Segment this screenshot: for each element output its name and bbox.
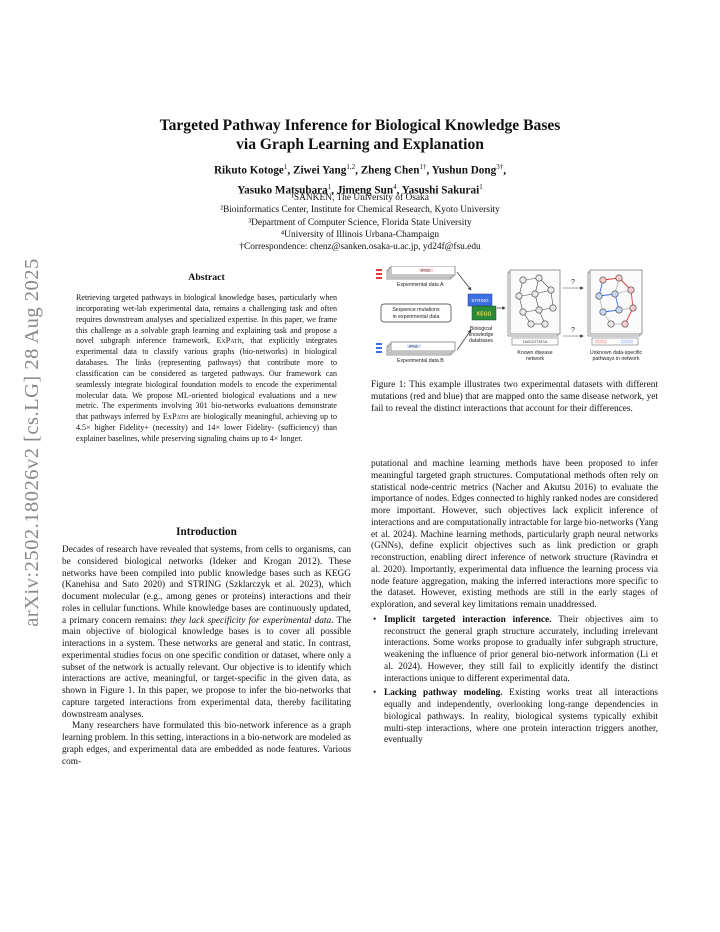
label-known-1: Known disease: [517, 350, 553, 356]
intro-text: Decades of research have revealed that systems, from cells to organisms, can be considered biological networks (Ideker and Krogan 2012). These networks have been compiled into public knowledge bases such as KEGG (Kanehisa and Sato 2020) and STRING (Szklarczyk et al. 2023), which document molecular (e.g., among genes or proteins) interactions and their roles in cellular functions. While knowledge bases are continuously updated, a primary concern remains:: [62, 545, 351, 626]
authors-line-1: Rikuto Kotoge$^1$, Ziwei Yang$^{1,2}$, Zheng Chen$^{1\dagger}$, Yushun Dong$^{3\dagger}$,: [213, 163, 507, 177]
logo-string: STRING: [471, 298, 489, 303]
intro-text: . The main objective of biological knowledge bases is to cover all possible interactions in a system. These networks are general and static. In contrast, experimental studies focus on one specific condition or dataset, where only a subset of the network is actually relevant. Our objective is to identify which interactions are active, meaningful, or target-specific in the given data, as shown in Figure 1. In this paper, we propose to infer the bio-networks that capture targeted interactions from experimental data, thereby facilitating downstream analyses.: [62, 615, 352, 720]
abstract-text: Retrieving targeted pathways in biological knowledge bases, particularly when incorporating wet-lab experimental data, remains a challenging task and often requires downstream analyses and specialized expertise. In this paper, we frame this challenge as a solvable graph learning and explaining task and propose a novel subgraph inference framework,: [76, 293, 337, 346]
experimental-data-b-icon: [376, 342, 455, 355]
label-exp-a: Experimental data A: [397, 282, 444, 288]
affiliation: ³Department of Computer Science, Florida State University: [248, 217, 472, 228]
paper-title: [0, 116, 720, 154]
authors-line-2: Yasuko Matsubara$^1$, Jimeng Sun$^4$, Yasushi Sakurai$^1$: [237, 182, 483, 197]
introduction-heading: Introduction: [176, 526, 237, 538]
known-disease-network: [508, 270, 560, 336]
author-name: Yasuko Matsubara: [237, 184, 328, 197]
right-column-body: [371, 459, 658, 750]
abstract-text: are biologically meaningful, achieving up to 4.5× higher Fidelity+ (necessity) and 14× lower Fidelity- (sufficiency) than explainer baselines, while preserving signaling chains up to 4× longer.: [76, 412, 337, 443]
label-unknown-1: Unknown data-specific: [589, 350, 643, 356]
author-name: Ziwei Yang: [292, 164, 347, 177]
label-known-2: network: [525, 356, 545, 362]
intro-paragraph-2: Many researchers have formulated this bio-network inference as a graph learning problem. In this setting, interactions in a bio-network are modeled as graph edges, and experimental data are embedded as node features. Various com-: [62, 721, 351, 767]
label-exp-b: Experimental data B: [397, 358, 444, 364]
affiliation: ²Bioinformatics Center, Institute for Chemical Research, Kyoto University: [220, 205, 500, 216]
author-affil-mark: 1,2: [346, 163, 356, 171]
author-affil-mark: 1: [479, 182, 483, 191]
question-mark-1: ?: [571, 279, 575, 286]
author-affil-mark: 1: [327, 182, 332, 191]
list-item: [371, 615, 658, 686]
introduction-body: [62, 545, 351, 768]
author-name: Yasushi Sakurai: [401, 184, 480, 197]
author-affil-mark: 1†: [419, 163, 427, 171]
author-name: Zheng Chen: [360, 164, 420, 177]
limitations-list: [371, 615, 658, 747]
intro-paragraph-1: [62, 545, 351, 721]
unknown-pathway-network: [588, 270, 642, 336]
seq-a-text: ATGC: [421, 268, 431, 273]
sequence-mutations-box: [381, 304, 451, 322]
knowledge-database-logos: [468, 294, 496, 320]
author-name: Jimeng Sun: [336, 184, 394, 197]
author-affil-mark: 4: [393, 182, 397, 191]
title-line-2: via Graph Learning and Explanation: [236, 136, 484, 153]
label-unknown-2: pathways in network: [592, 356, 640, 362]
author-affil-mark: 1: [283, 163, 288, 171]
label-seq-2: in experimental data: [392, 314, 440, 320]
label-seq-1: Sequence mutations: [392, 307, 440, 313]
affiliation: ¹SANKEN, The University of Osaka: [291, 193, 429, 203]
arxiv-id: arXiv:2502.18026v2 [cs.LG] 28 Aug 2025: [20, 258, 43, 627]
seq-mid-text: TAGCGTTATCA: [522, 340, 548, 345]
method-name: ExPath: [216, 336, 242, 346]
title-line-1: Targeted Pathway Inference for Biological Knowledge Bases: [159, 117, 561, 134]
question-mark-2: ?: [571, 327, 575, 334]
experimental-data-a-icon: [376, 266, 455, 279]
author-name: Rikuto Kotoge: [213, 164, 284, 177]
bullet-title: Lacking pathway modeling.: [384, 688, 503, 699]
author-name: Yushun Dong: [431, 164, 497, 177]
affiliation: ⁴University of Illinois Urbana-Champaign: [280, 229, 440, 240]
list-item: [371, 688, 658, 747]
figure-1-caption: Figure 1: This example illustrates two experimental datasets with different mutations (red and blue) that are mapped onto the same disease network, yet fail to reveal the distinct interactions that account for their differences.: [371, 380, 658, 414]
seq-b-text: ATGC: [409, 344, 419, 349]
label-bio-1: Biological: [469, 326, 493, 332]
bullet-title: Implicit targeted interaction inference.: [384, 614, 552, 625]
correspondence: †Correspondence: chenz@sanken.osaka-u.ac.jp, yd24f@fsu.edu: [239, 242, 481, 253]
affiliations: [0, 192, 720, 253]
logo-kegg: KEGG: [476, 311, 492, 318]
label-bio-2: knowledge: [468, 332, 494, 338]
abstract-heading: Abstract: [188, 272, 225, 283]
bullet-text: Existing works treat all interactions equally and independently, overlooking long-range dependencies in biological pathways. In reality, biological systems typically exhibit multi-step interactions, where one protein interaction triggers another, eventually: [384, 688, 659, 746]
label-bio-3: databases: [469, 338, 493, 344]
author-affil-mark: 3†: [496, 163, 504, 171]
method-name: ExPath: [162, 412, 189, 422]
right-paragraph: putational and machine learning methods have been proposed to infer meaningful targeted graph structures. Computational methods often rely on statistical node-centric metrics (Nacher and Akutsu 2016) to evaluate the importance of nodes. Edges connected to highly ranked nodes are considered more important. However, such objectives lack explicit inference of interactions and are computationally intractable for large bio-networks (Yang et al. 2024). Machine learning methods, particularly graph neural networks (GNNs), define explicit objectives such as link prediction or graph reconstruction, enabling direct inference of network structure (Ravindra et al. 2020). Importantly, experimental data influence the learning process via node feature aggregation, making the inferred interactions more specific to the dataset. However, existing methods are still in the early stages of exploration, and several key limitations remain unaddressed.: [371, 459, 658, 610]
figure-1: [373, 266, 659, 376]
arxiv-sidebar-stamp: [14, 255, 50, 630]
abstract-text: , that explicitly integrates experimental data to classify various graphs (bio-networks) in biological databases. The links (representing pathways) that contribute more to classification can be considered as targeted pathways. Our framework can seamlessly integrate biological foundation models to encode the experimental molecular data. We propose ML-oriented biological evaluations and a new metric. The experiments involving 301 bio-networks evaluations demonstrate that pathways inferred by: [76, 336, 337, 422]
bullet-text: Their objectives aim to reconstruct the general graph structure accurately, including irrelevant interactions. Some works propose to gradually infer subgraph structure, weakening the influence of prior general bio-network information (Li et al. 2024). However, they still fail to explicitly identify the distinct interactions unique to different experimental data.: [384, 614, 658, 684]
intro-emphasis: they lack specificity for experimental data: [170, 615, 332, 626]
abstract-body: [76, 293, 337, 445]
